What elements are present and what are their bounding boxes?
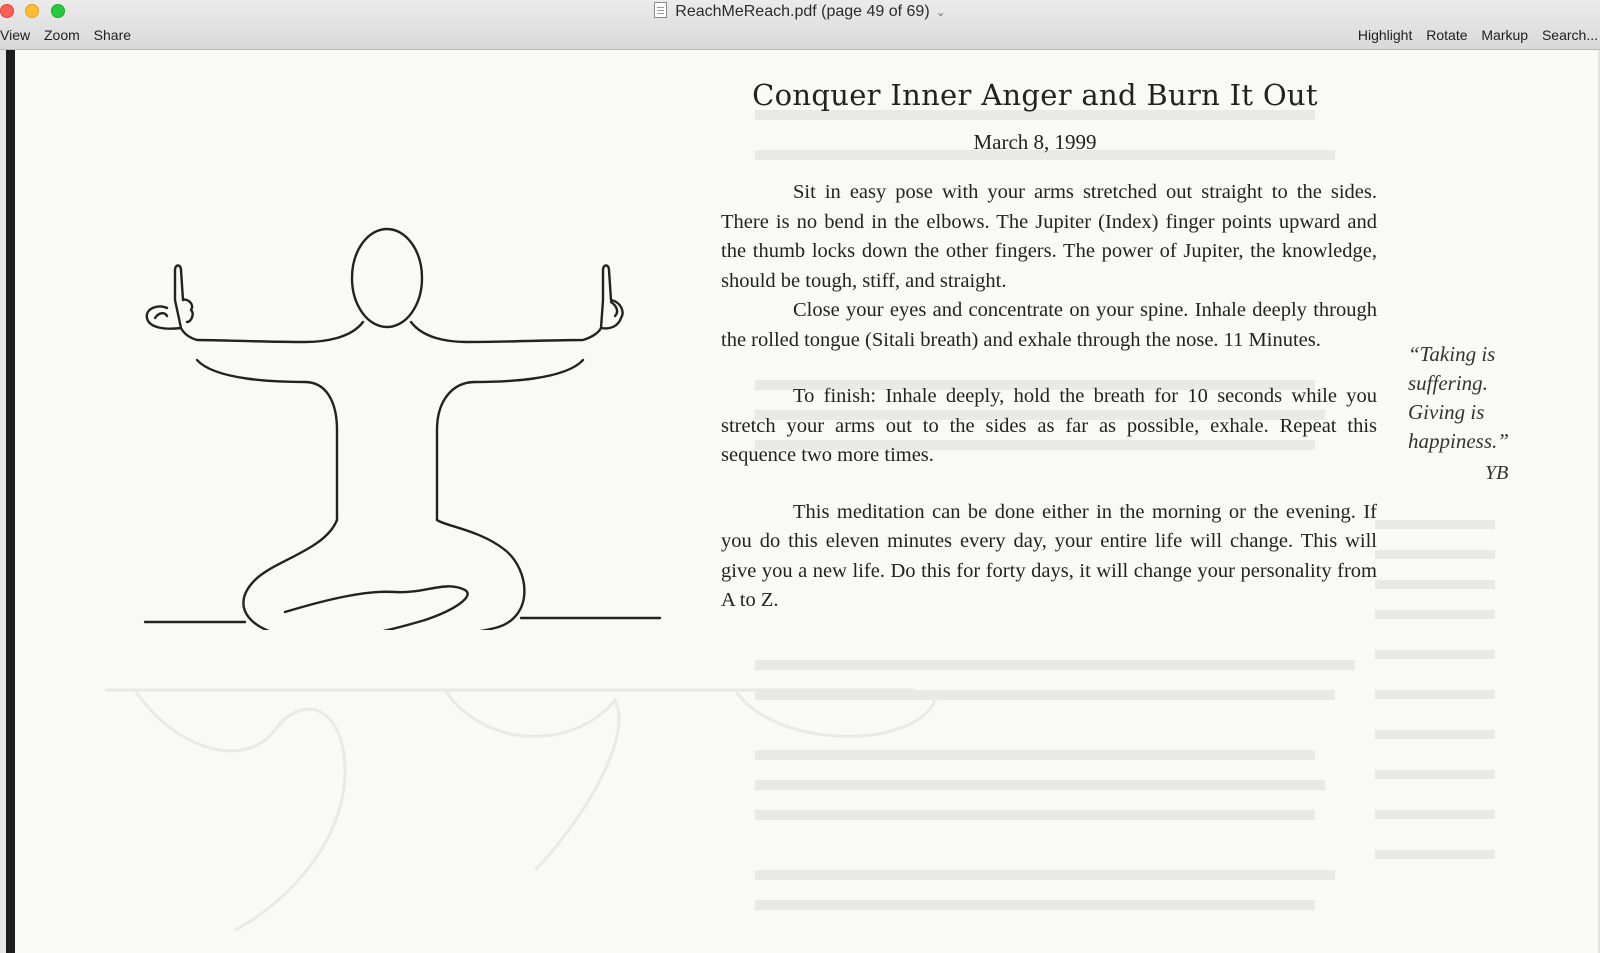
chevron-down-icon[interactable]: ⌄ bbox=[935, 5, 946, 19]
paragraph: Close your eyes and concentrate on your spine. Inhale deeply through the rolled tongue (Sitali breath) and exhale through the nose. 11 Minutes. bbox=[721, 299, 1377, 351]
view-button[interactable]: View bbox=[0, 27, 31, 43]
quote-line: “Taking is bbox=[1408, 342, 1496, 366]
page-title: Conquer Inner Anger and Burn It Out bbox=[752, 78, 1318, 112]
instruction-text bbox=[721, 178, 1377, 616]
quote-line: suffering. bbox=[1408, 371, 1488, 395]
search-button[interactable]: Search... bbox=[1541, 27, 1598, 43]
window-titlebar bbox=[0, 0, 1600, 50]
paragraph: To finish: Inhale deeply, hold the breath for 10 seconds while you stretch your arms out to the sides as far as possible, exhale. Repeat this sequence two more times. bbox=[721, 385, 1377, 466]
quote-author: YB bbox=[1485, 462, 1509, 484]
highlight-button[interactable]: Highlight bbox=[1357, 27, 1413, 43]
pdf-document-icon bbox=[654, 2, 667, 18]
sidebar-quote bbox=[1408, 340, 1538, 456]
quote-line: happiness.” bbox=[1408, 429, 1509, 453]
page-date: March 8, 1999 bbox=[973, 130, 1097, 154]
markup-button[interactable]: Markup bbox=[1481, 27, 1529, 43]
quote-line: Giving is bbox=[1408, 400, 1485, 424]
paragraph: Sit in easy pose with your arms stretched out straight to the sides. There is no bend in the elbows. The Jupiter (Index) finger points upward and the thumb locks down the other fingers. The power of Jupiter, the knowledge, should be tough, stiff, and straight. bbox=[721, 181, 1377, 292]
rotate-button[interactable]: Rotate bbox=[1426, 27, 1468, 43]
share-button[interactable]: Share bbox=[93, 27, 132, 43]
toolbar-left bbox=[0, 27, 141, 43]
pdf-page[interactable] bbox=[15, 50, 1600, 953]
toolbar-right bbox=[1358, 27, 1598, 43]
page-edge-shadow bbox=[6, 50, 15, 953]
window-title: ReachMeReach.pdf (page 49 of 69) bbox=[675, 3, 930, 20]
paragraph: This meditation can be done either in the morning or the evening. If you do this eleven minutes every day, your entire life will change. This will give you a new life. Do this for forty days, it will change your personality from A to Z. bbox=[721, 500, 1377, 611]
meditation-pose-illustration bbox=[125, 220, 665, 630]
window-title-area[interactable] bbox=[0, 2, 1600, 22]
document-viewport[interactable] bbox=[0, 50, 1600, 953]
zoom-button[interactable]: Zoom bbox=[43, 27, 80, 43]
